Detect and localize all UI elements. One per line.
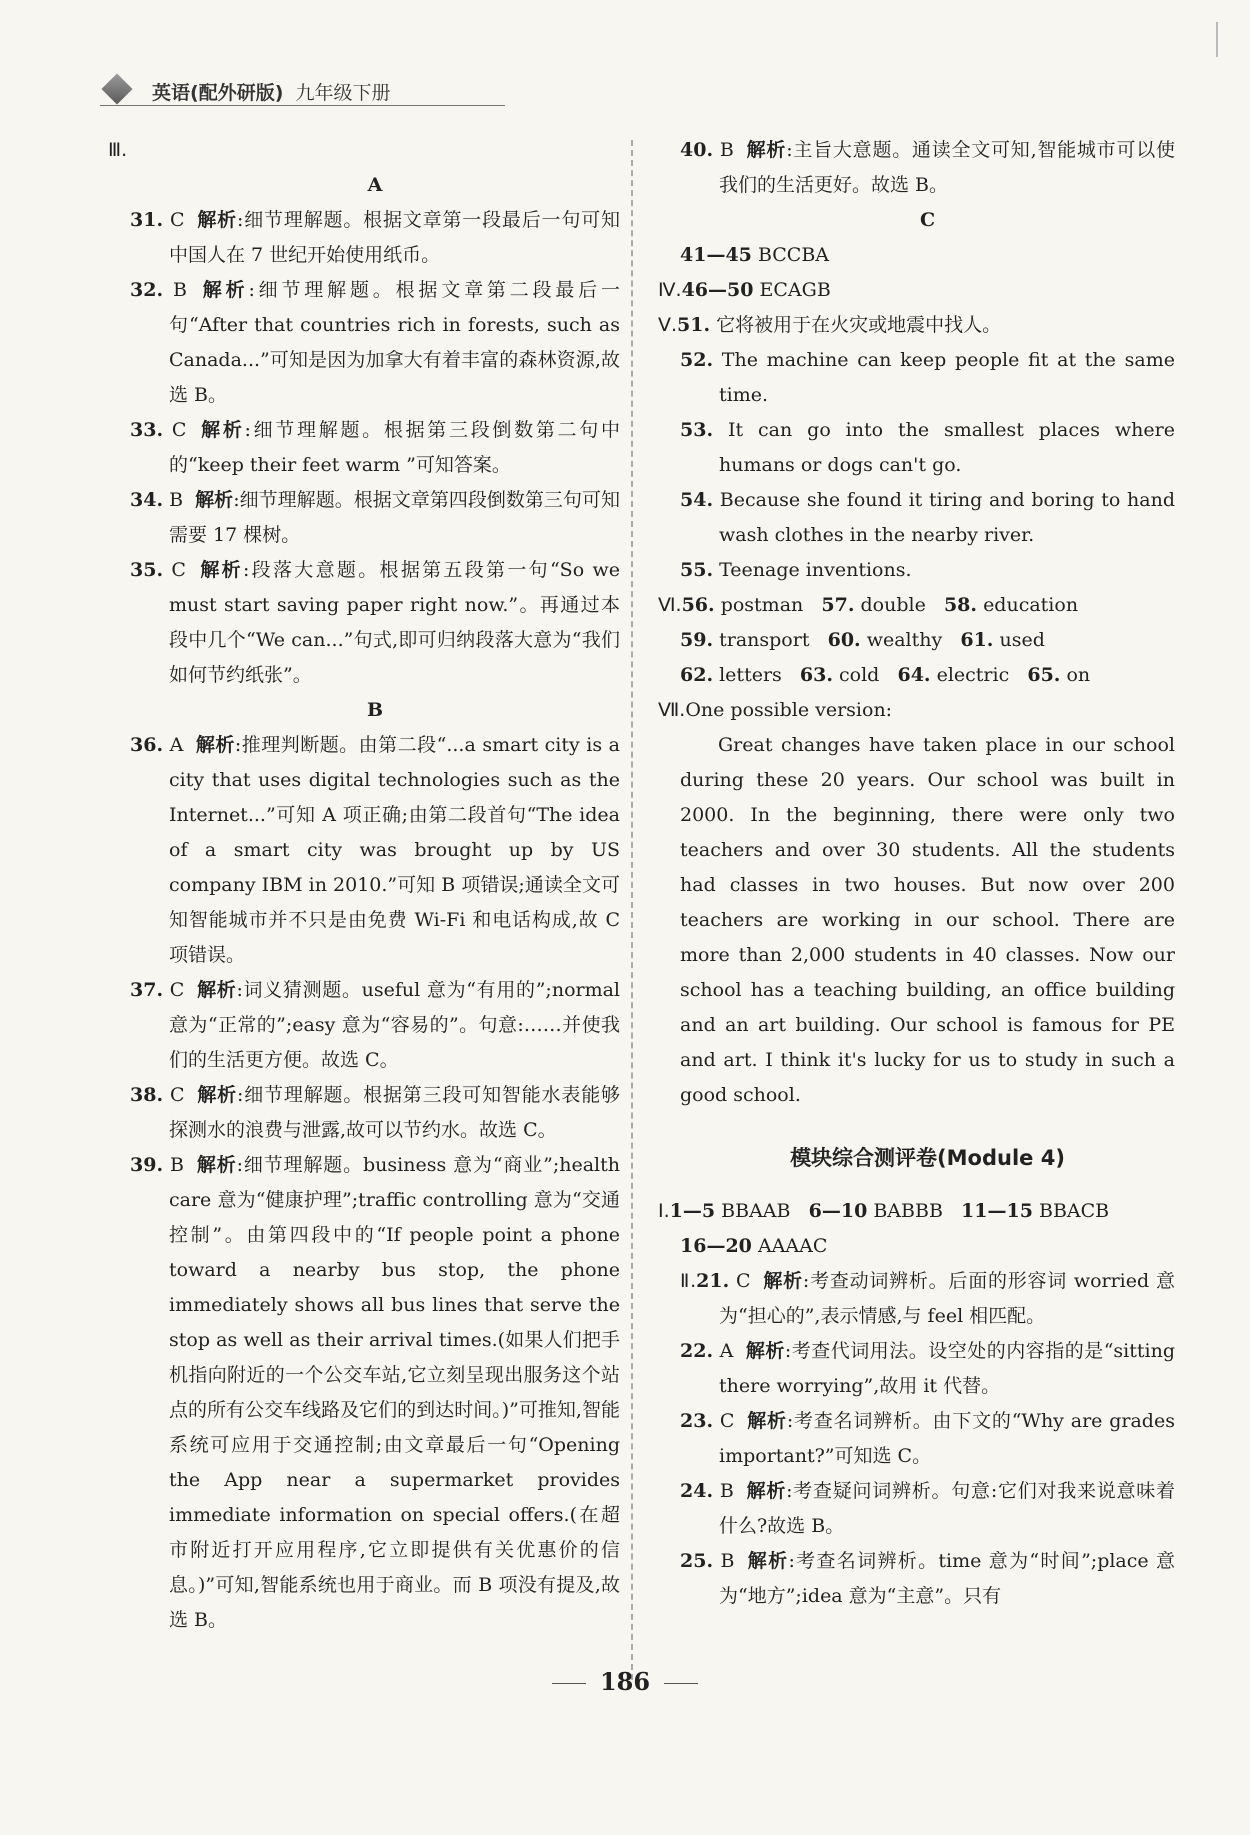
book-title: 英语(配外研版) 九年级下册 bbox=[152, 82, 391, 104]
section-7-label: Ⅶ.One possible version: bbox=[658, 699, 893, 721]
answer-35: 35. C 解析:段落大意题。根据第五段第一句“So we must start saving paper right now.”。再通过本段中几个“We can...”句式,即可归纳段落大意为“我们如何节约纸张”。 bbox=[130, 559, 620, 686]
part-heading-b: B bbox=[366, 699, 384, 721]
model-essay: Great changes have taken place in our school during these 20 years. Our school was built in 2000. In the beginning, there were only two teachers and over 30 students. All the students had classes in two houses. But now over 200 teachers are working in our school. There are more than 2,000 students in 40 classes. Now our school has a teaching building, an office building and an art building. Our school is famous for PE and art. I think it's lucky for us to study in such a good school. bbox=[680, 734, 1175, 1106]
right-column bbox=[658, 133, 1176, 1614]
answer-32: 32. B 解析:细节理解题。根据文章第二段最后一句“After that countries rich in forests, such as Canada...”可知是因为加拿大有着丰富的森林资源,故选 B。 bbox=[130, 279, 621, 406]
running-header bbox=[100, 72, 505, 108]
section-4-answers: Ⅳ.46—50 ECAGB bbox=[658, 279, 831, 301]
header-rule bbox=[100, 105, 505, 106]
page-number: 186 bbox=[0, 1667, 1250, 1696]
part-heading-c: C bbox=[919, 209, 936, 231]
answer-52: 52. The machine can keep people fit at the same time. bbox=[680, 349, 1175, 406]
diamond-logo-icon bbox=[101, 73, 132, 104]
answer-55: 55. Teenage inventions. bbox=[680, 559, 912, 581]
answer-40: 40. B 解析:主旨大意题。通读全文可知,智能城市可以使我们的生活更好。故选 B。 bbox=[680, 139, 1175, 196]
answers-41-45: 41—45 BCCBA bbox=[680, 244, 830, 266]
answer-36: 36. A 解析:推理判断题。由第二段“...a smart city is a city that uses digital technologies such as the Internet...”可知 A 项正确;由第二段首句“The idea of a smart city was brought up by US company IBM in 2010.”可知 B 项错误;通读全文可知智能城市并不只是由免费 Wi-Fi 和电话构成,故 C 项错误。 bbox=[130, 734, 620, 966]
section-1-answers: Ⅰ.1—5 BBAAB 6—10 BABBB 11—15 BBACB bbox=[658, 1200, 1110, 1222]
section-heading-3: Ⅲ. bbox=[108, 139, 128, 161]
answer-33: 33. C 解析:细节理解题。根据第三段倒数第二句中的“keep their feet warm ”可知答案。 bbox=[130, 419, 620, 476]
left-column bbox=[108, 133, 621, 1638]
spacer bbox=[680, 1176, 1175, 1194]
module-test-title: 模块综合测评卷(Module 4) bbox=[790, 1146, 1065, 1170]
answer-54: 54. Because she found it tiring and boring to hand wash clothes in the nearby river. bbox=[680, 489, 1175, 546]
answer-24: 24. B 解析:考查疑问词辨析。句意:它们对我来说意味着什么?故选 B。 bbox=[680, 1480, 1175, 1537]
part-heading-a: A bbox=[367, 174, 383, 196]
answer-21: Ⅱ.21. C 解析:考查动词辨析。后面的形容词 worried 意为“担心的”,表示情感,与 feel 相匹配。 bbox=[680, 1270, 1175, 1327]
answer-25: 25. B 解析:考查名词辨析。time 意为“时间”;place 意为“地方”;idea 意为“主意”。只有 bbox=[680, 1550, 1176, 1607]
section-6-row-1: Ⅵ.56. postman 57. double 58. education bbox=[658, 594, 1079, 616]
column-divider bbox=[631, 140, 633, 1680]
answer-38: 38. C 解析:细节理解题。根据第三段可知智能水表能够探测水的浪费与泄露,故可以节约水。故选 C。 bbox=[130, 1084, 621, 1141]
answer-23: 23. C 解析:考查名词辨析。由下文的“Why are grades important?”可知选 C。 bbox=[680, 1410, 1175, 1467]
answer-53: 53. It can go into the smallest places where humans or dogs can't go. bbox=[680, 419, 1175, 476]
answer-51: Ⅴ.51. 它将被用于在火灾或地震中找人。 bbox=[658, 314, 1002, 336]
answer-37: 37. C 解析:词义猜测题。useful 意为“有用的”;normal 意为“正常的”;easy 意为“容易的”。句意:……并使我们的生活更方便。故选 C。 bbox=[130, 979, 621, 1071]
answer-22: 22. A 解析:考查代词用法。设空处的内容指的是“sitting there worrying”,故用 it 代替。 bbox=[680, 1340, 1175, 1397]
section-1-answers-cont: 16—20 AAAAC bbox=[680, 1235, 828, 1257]
answer-39: 39. B 解析:细节理解题。business 意为“商业”;health care 意为“健康护理”;traffic controlling 意为“交通控制”。由第四段中的“If people point a phone toward a nearby bus stop, the phone immediately shows all bus lines that serve the stop as well as their arrival times.(如果人们把手机指向附近的一个公交车站,它立刻呈现出服务这个站点的所有公交车线路及它们的到达时间。)”可推知,智能系统可应用于交通控制;由文章最后一句“Opening the App near a supermarket provides immediate information on special offers.(在超市附近打开应用程序,它立即提供有关优惠价的信息。)”可知,智能系统也用于商业。而 B 项没有提及,故选 B。 bbox=[130, 1154, 620, 1631]
answer-34: 34. B 解析:细节理解题。根据文章第四段倒数第三句可知需要 17 棵树。 bbox=[130, 489, 620, 546]
scan-edge-mark bbox=[1216, 22, 1218, 57]
section-6-row-3: 62. letters 63. cold 64. electric 65. on bbox=[680, 664, 1091, 686]
section-6-row-2: 59. transport 60. wealthy 61. used bbox=[680, 629, 1045, 651]
spacer bbox=[680, 1113, 1175, 1141]
answer-31: 31. C 解析:细节理解题。根据文章第一段最后一句可知中国人在 7 世纪开始使用纸币。 bbox=[130, 209, 621, 266]
